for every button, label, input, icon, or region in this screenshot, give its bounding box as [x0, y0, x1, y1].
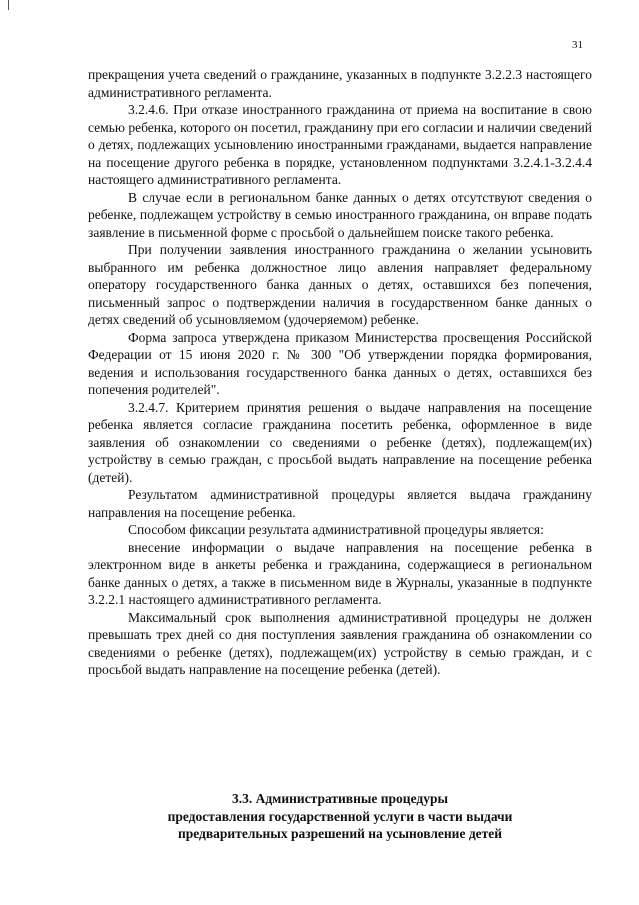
- paragraph-7: Результатом административной процедуры является выдача гражданину направления на посещение ребенка.: [88, 487, 592, 520]
- paragraph-6: 3.2.4.7. Критерием принятия решения о выдаче направления на посещение ребенка является согласие гражданина посетить ребенка, оформленное в виде заявления об ознакомлении со сведениями о ребенке (детях), подлежащем(их) устройству в семью граждан, с просьбой выдать направление на посещение ребенка (детей).: [88, 399, 592, 485]
- section-heading-line-2: предоставления государственной услуги в части выдачи: [167, 808, 513, 824]
- section-heading: [88, 790, 592, 843]
- page-number: 31: [572, 39, 583, 51]
- body-text: [88, 66, 592, 679]
- paragraph-10: Максимальный срок выполнения административной процедуры не должен превышать трех дней со дня поступления заявления гражданина об ознакомлении со сведениями о ребенке (детях), подлежащем(их) устройству в семью граждан, и с просьбой выдать направление на посещение ребенка (детей).: [88, 609, 592, 677]
- paragraph-4: При получении заявления иностранного гражданина о желании усыновить выбранного им ребенка должностное лицо авления направляет федеральному оператору государственного банка данных о детях, оставшихся без попечения, письменный запрос о подтверждении наличия в государственном банке данных о детях сведений об усыновляемом (удочеряемом) ребенке.: [88, 242, 592, 327]
- section-heading-line-3: предварительных разрешений на усыновление детей: [177, 826, 503, 841]
- scan-corner-mark: [8, 0, 9, 10]
- paragraph-1: прекращения учета сведений о гражданине, указанных в подпункте 3.2.2.3 настоящего административного регламента.: [88, 67, 592, 100]
- paragraph-3: В случае если в региональном банке данных о детях отсутствуют сведения о ребенке, подлежащем устройству в семью иностранного гражданина, он вправе подать заявление в письменной форме с просьбой о дальнейшем поиске такого ребенка.: [88, 189, 592, 240]
- paragraph-8: Способом фиксации результата административной процедуры является:: [128, 522, 544, 537]
- paragraph-5: Форма запроса утверждена приказом Министерства просвещения Российской Федерации от 15 июня 2020 г. № 300 "Об утверждении порядка формирования, ведения и использования государственного банка данных о детях, оставшихся без попечения родителей".: [88, 329, 592, 397]
- paragraph-2: 3.2.4.6. При отказе иностранного гражданина от приема на воспитание в свою семью ребенка, которого он посетил, гражданину при его согласии и наличии сведений о детях, подлежащих усыновлению иностранными гражданами, выдается направление на посещение другого ребенка в порядке, установленном подпунктами 3.2.4.1-3.2.4.4 настоящего административного регламента.: [88, 102, 592, 187]
- section-heading-line-1: 3.3. Административные процедуры: [231, 791, 449, 806]
- paragraph-9: внесение информации о выдаче направления на посещение ребенка в электронном виде в анкеты ребенка и гражданина, содержащиеся в региональном банке данных о детях, а также в письменном виде в Журналы, указанные в подпункте 3.2.2.1 настоящего административного регламента.: [88, 539, 592, 607]
